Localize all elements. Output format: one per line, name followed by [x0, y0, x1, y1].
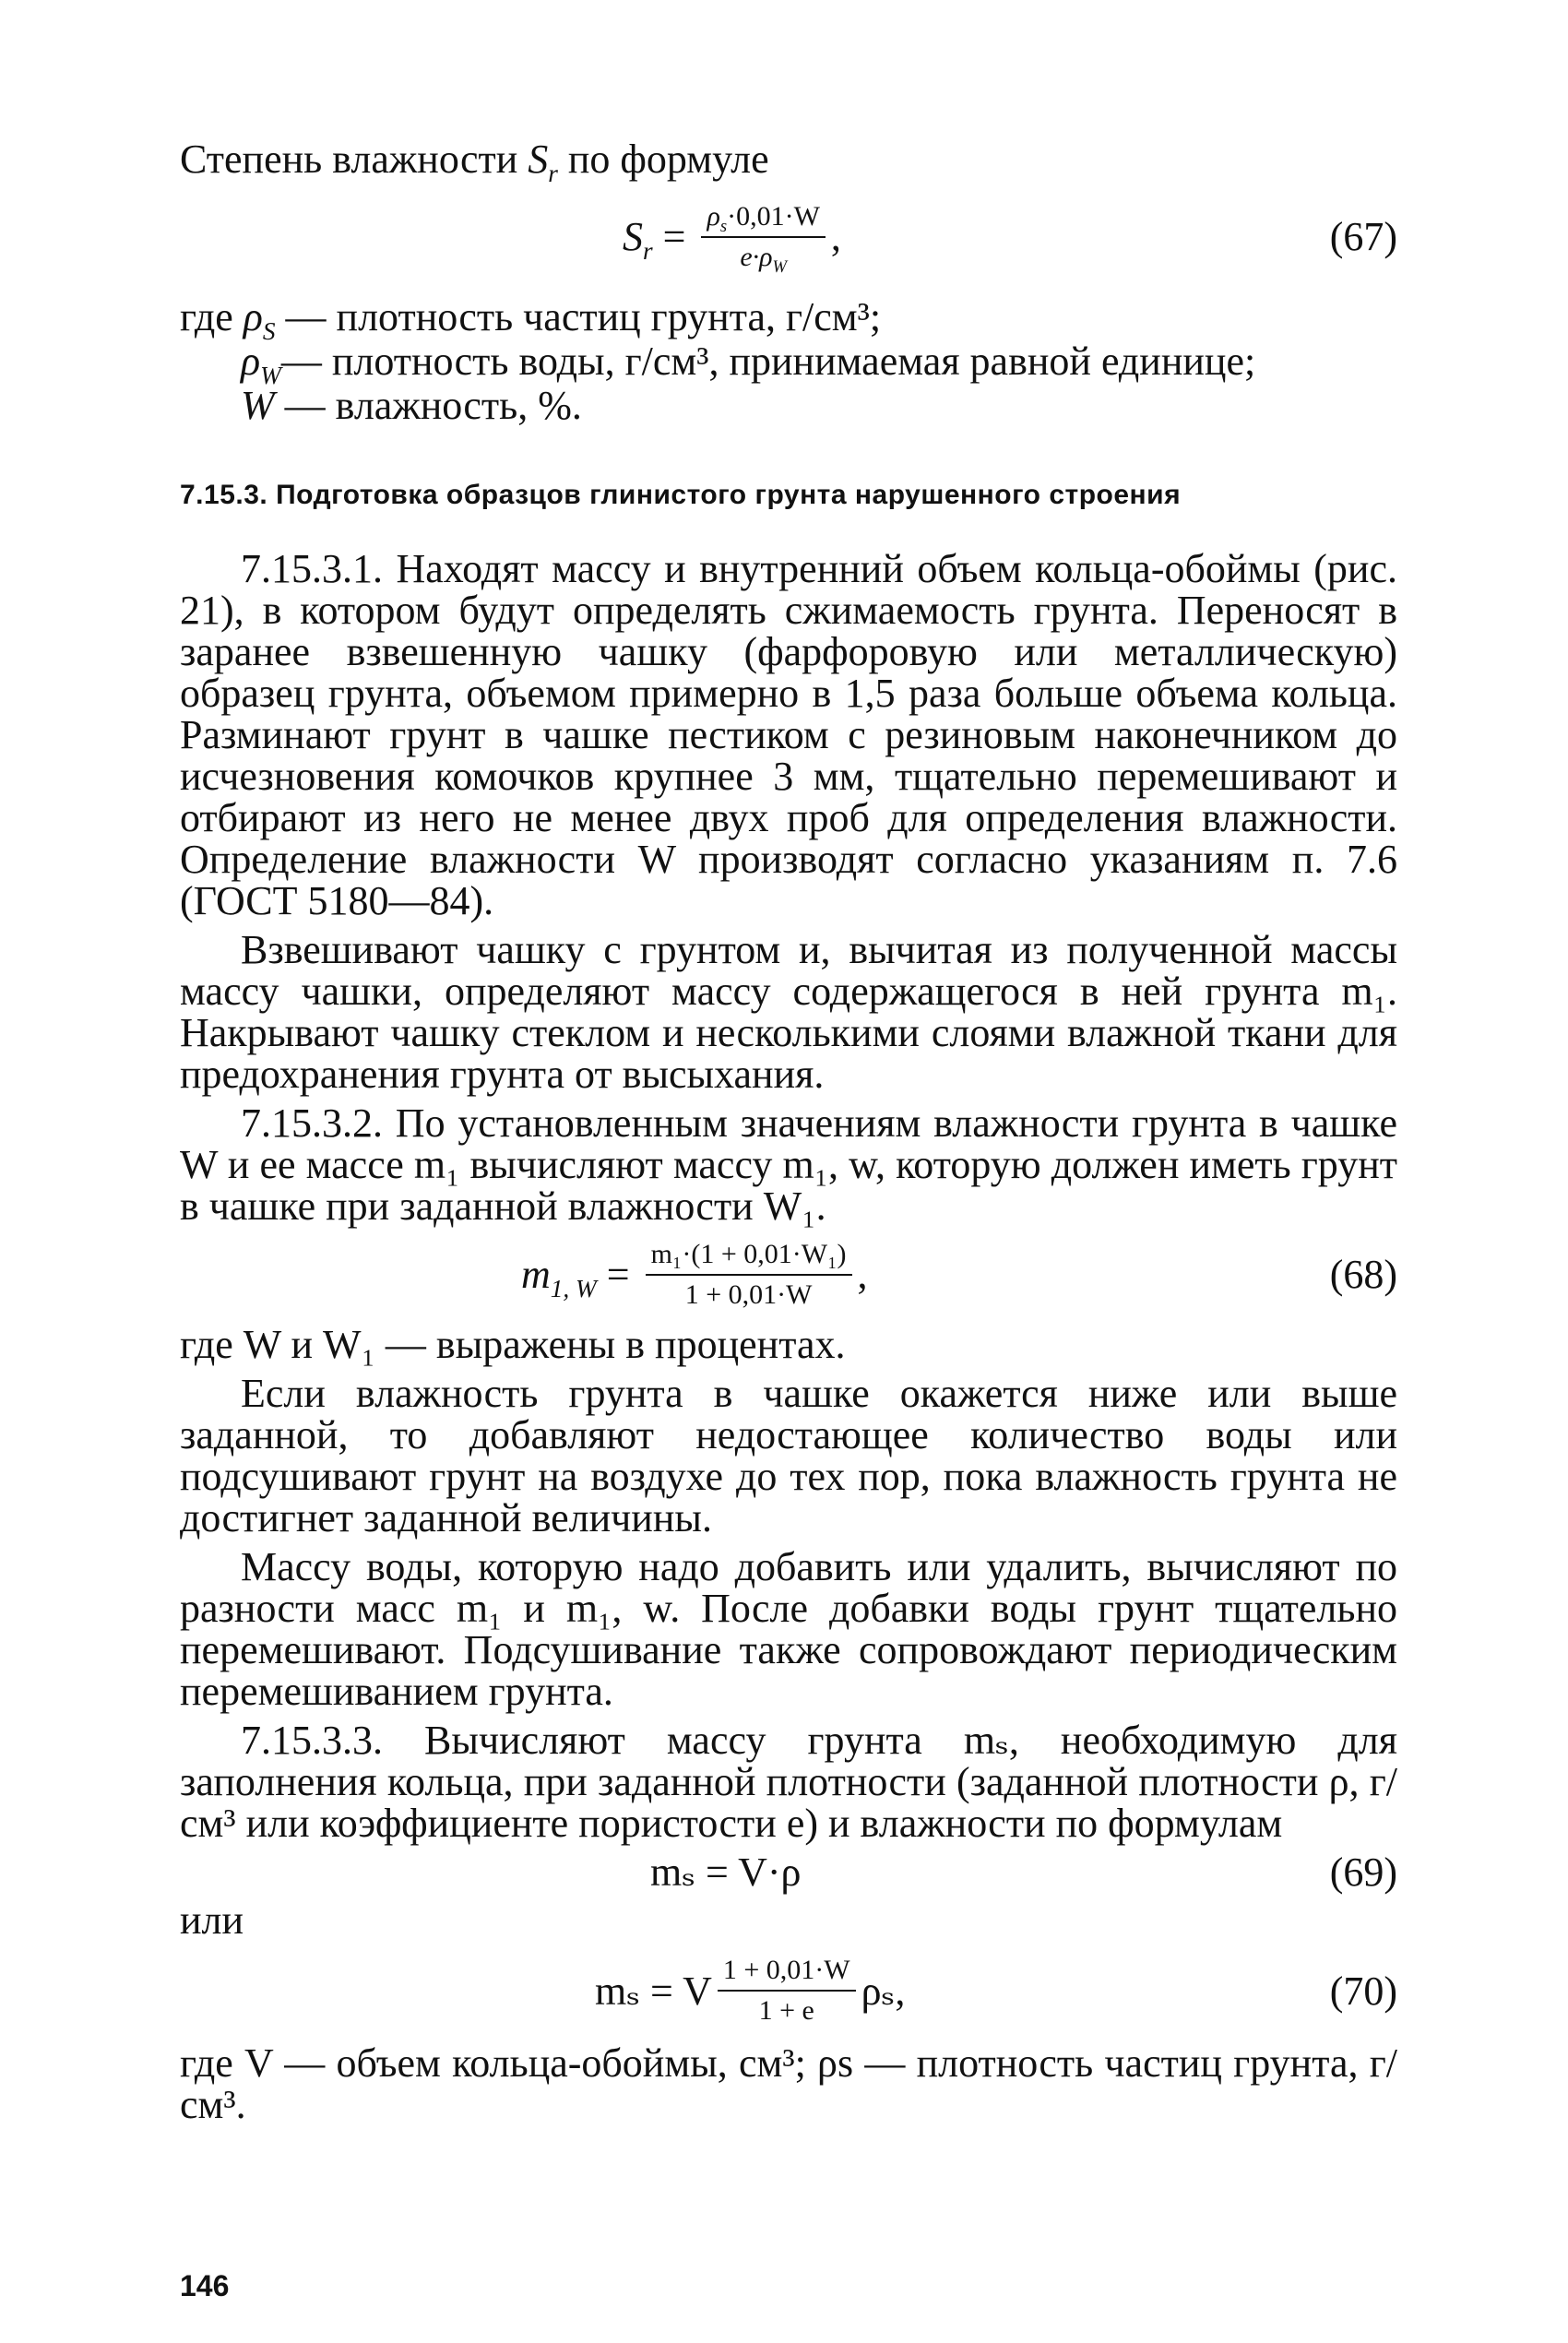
paragraph-5: Если влажность грунта в чашке окажется ниже или выше заданной, то добавляют недостающее количество воды или подсушивают грунт на воздухе до тех пор, пока влажность грунта не достигнет заданной величины. [180, 1371, 1397, 1540]
formula-67-number: (67) [1329, 214, 1397, 259]
intro-line [180, 137, 1397, 187]
where-row-1: где $\rho_S$ — плотность частиц грунта, г/см³; [180, 294, 882, 345]
formula-67-fraction: $\frac{\rho_s\cdot 0,01\cdot W}{e\cdot\rho_W}$ [701, 201, 825, 273]
intro-var: $S_r$ [528, 137, 558, 187]
where-block-67 [180, 295, 1397, 428]
paragraph-6: Массу воды, которую надо добавить или удалить, вычисляют по разности масс m₁ и m₁, w. После добавки воды грунт тщательно перемешивают. Подсушивание также сопровождают периодическим перемешиванием грунта. [180, 1544, 1397, 1714]
paragraph-8: где V — объем кольца-обоймы, см³; ρs — плотность частиц грунта, г/см³. [180, 2040, 1397, 2127]
section-title: 7.15.3. Подготовка образцов глинистого грунта нарушенного строения [180, 480, 1182, 510]
or-word: или [180, 1897, 244, 1943]
formula-69-number: (69) [1329, 1849, 1397, 1895]
formula-68-fraction: $\frac{\text{m₁·(1 + 0,01·W₁)}}{1 + 0,01\cdot W}$ [646, 1239, 852, 1311]
formula-69-expr: mₛ = V·ρ [650, 1849, 802, 1895]
formula-68-expr: $m_{1, W}$ = $\frac{\text{m₁·(1 + 0,01·W₁)}}{1 + 0,01\cdot W}$ , [521, 1238, 868, 1310]
formula-70 [180, 1945, 1397, 2037]
formula-70-number: (70) [1329, 1968, 1397, 2014]
paragraph-7: 7.15.3.3. Вычисляют массу грунта mₛ, необходимую для заполнения кольца, при заданной плотности (заданной плотности ρ, г/см³ или коэффициенте пористости e) и влажности по формулам [180, 1718, 1397, 1846]
formula-70-expr: mₛ = V $\frac{1 + 0,01\cdot W}{1 + e}$ ρₛ, [595, 1955, 906, 2026]
formula-69 [180, 1844, 1397, 1899]
page-content [180, 138, 1397, 2125]
paragraph-2: Взвешивают чашку с грунтом и, вычитая из полученной массы массу чашки, определяют массу содержащегося в ней грунта m₁. Накрывают чашку стеклом и несколькими слоями влажной ткани для предохранения грунта от высыхания. [180, 927, 1397, 1097]
formula-67 [180, 184, 1397, 290]
formula-68-number: (68) [1329, 1252, 1397, 1297]
intro-text: Степень влажности [180, 137, 518, 182]
formula-70-fraction: $\frac{1 + 0,01\cdot W}{1 + e}$ [718, 1955, 856, 2027]
where-row-3: W — влажность, %. [241, 383, 582, 428]
formula-68 [180, 1231, 1397, 1318]
paragraph-3: 7.15.3.2. По установленным значениям влажности грунта в чашке W и ее массе m₁ вычисляют массу m₁, w, которую должен иметь грунт в чашке при заданной влажности W₁. [180, 1100, 1397, 1229]
page-number: 146 [180, 2269, 230, 2302]
paragraph-1: 7.15.3.1. Находят массу и внутренний объем кольца-обоймы (рис. 21), в котором будут определять сжимаемость грунта. Переносят в заранее взвешенную чашку (фарфоровую или металлическую) образец грунта, объемом примерно в 1,5 раза больше объема кольца. Разминают грунт в чашке пестиком с резиновым наконечником до исчезновения комочков крупнее 3 мм, тщательно перемешивают и отбирают из него не менее двух проб для определения влажности. Определение влажности W производят согласно указаниям п. 7.6 (ГОСТ 5180—84). [180, 546, 1397, 923]
intro-tail: по формуле [567, 137, 769, 182]
formula-67-expr: $S_r$ = $\frac{\rho_s\cdot 0,01\cdot W}{e\cdot\rho_W}$ , [623, 200, 841, 277]
where-row-2: $\rho_W—$ плотность воды, г/см³, принимаемая равной единице; [241, 339, 1256, 389]
paragraph-4: где W и W₁ — выражены в процентах. [180, 1322, 846, 1367]
